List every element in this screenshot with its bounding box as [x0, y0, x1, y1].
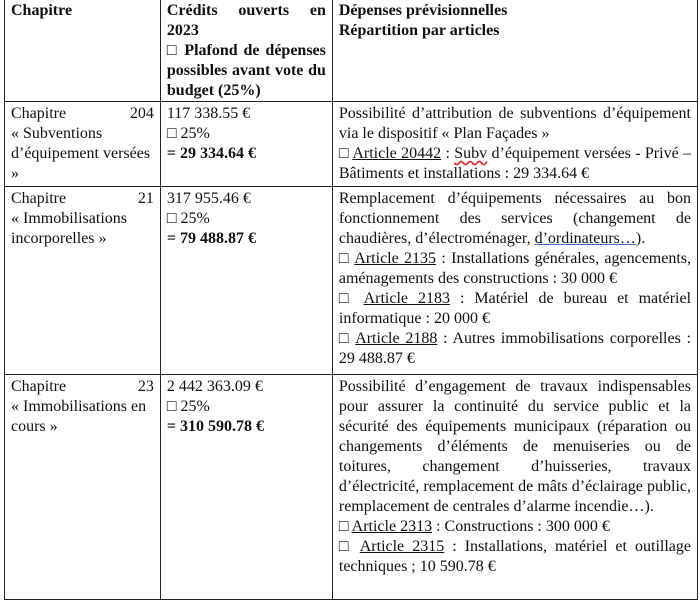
checkbox-glyph: □: [338, 538, 360, 555]
article-text: : Installations, matériel et outillage techniques ; 10 590.78 €: [338, 538, 691, 575]
checkbox-glyph: □: [338, 250, 355, 267]
table-header-row: [5, 0, 698, 102]
chapitre-label: Chapitre: [11, 105, 67, 122]
checkbox-glyph: □: [338, 518, 352, 535]
article-line: [339, 329, 691, 369]
chapitre-cell: [5, 375, 161, 600]
depenses-intro: Possibilité d’attribution de subventions d’équipement via le dispositif « Plan Façades »: [338, 105, 691, 142]
article-text: : Matériel de bureau et matériel informatique : 20 000 €: [338, 290, 692, 327]
article-label: Article 2188: [355, 330, 438, 347]
table-row: [5, 375, 698, 600]
intro-end: ).: [635, 230, 646, 247]
header-credits: [160, 0, 332, 102]
article-line: [339, 517, 691, 537]
chapitre-label: Chapitre: [11, 378, 67, 395]
plafond-amount: = 310 590.78 €: [166, 418, 265, 435]
chapitre-label: Chapitre: [11, 190, 67, 207]
header-credits-title: Crédits ouverts en 2023: [166, 2, 326, 39]
chapitre-number: 204: [129, 105, 154, 122]
article-text: d’équipement versées - Privé – Bâtiments et installations : 29 334.64 €: [338, 145, 692, 182]
depenses-cell: [332, 375, 697, 600]
header-depenses: [332, 0, 697, 102]
table-row: [5, 102, 698, 187]
article-line: [339, 537, 691, 577]
depenses-cell: [332, 187, 697, 375]
credits-percent: □ 25%: [166, 398, 210, 415]
article-label: Article 2313: [351, 518, 433, 535]
credits-amount: 317 955.46 €: [166, 190, 251, 207]
article-text: : Autres immobilisations corporelles : 29 488.87 €: [338, 330, 692, 367]
plafond-amount: = 29 334.64 €: [166, 145, 257, 162]
article-text: : Constructions : 300 000 €: [432, 518, 610, 535]
credits-amount: 117 338.55 €: [166, 105, 251, 122]
credits-percent: □ 25%: [166, 210, 210, 227]
depenses-cell: [332, 102, 697, 187]
credits-cell: [160, 102, 332, 187]
header-chapitre: Chapitre: [5, 0, 161, 102]
chapitre-number: 23: [137, 378, 154, 395]
article-line: [339, 289, 691, 329]
article-label: Article 20442: [352, 145, 442, 162]
table-row: [5, 187, 698, 375]
checkbox-glyph: □: [338, 145, 353, 162]
checkbox-glyph: □: [338, 290, 364, 307]
chapitre-cell: [5, 187, 161, 375]
credits-amount: 2 442 363.09 €: [166, 378, 263, 395]
header-plafond: □ Plafond de dépenses possibles avant vote du budget (25%): [166, 42, 326, 99]
chapitre-cell: [5, 102, 161, 187]
misspelled-word: Subv: [454, 145, 488, 162]
article-label: Article 2135: [354, 250, 437, 267]
article-text: : Installations générales, agencements, aménagements des constructions : 30 000 €: [338, 250, 692, 287]
plafond-amount: = 79 488.87 €: [166, 230, 257, 247]
article-line: [339, 144, 691, 184]
article-label: Article 2315: [359, 538, 445, 555]
intro-text: Remplacement d’équipements nécessaires au bon fonctionnement des services (changement de chaudières, d’électroménager,: [338, 190, 691, 247]
article-sep: :: [441, 145, 455, 162]
checkbox-glyph: □: [338, 330, 356, 347]
article-line: [339, 249, 691, 289]
credits-cell: [160, 375, 332, 600]
article-label: Article 2183: [363, 290, 450, 307]
credits-percent: □ 25%: [166, 125, 210, 142]
chapitre-name: « Subventions d’équipement versées »: [11, 125, 151, 182]
header-depenses-title: Dépenses prévisionnelles: [338, 2, 508, 19]
intro-link: d’ordinateurs…: [534, 230, 636, 247]
depenses-intro: Possibilité d’engagement de travaux indispensables pour assurer la continuité du service public et la sécurité des équipements municipaux (réparation ou changements d’éléments de menuiseries ou de toitures, changement d’huisseries, travaux d’électricité, remplacement de mâts d’éclairage public, remplacement de centrales d’alarme incendie…).: [338, 378, 691, 515]
credits-cell: [160, 187, 332, 375]
chapitre-number: 21: [137, 190, 154, 207]
chapitre-name: « Immobilisations en cours »: [11, 398, 147, 435]
chapitre-name: « Immobilisations incorporelles »: [11, 210, 127, 247]
budget-table: [4, 0, 698, 600]
depenses-intro: [339, 189, 691, 249]
header-repartition: Répartition par articles: [338, 22, 500, 39]
